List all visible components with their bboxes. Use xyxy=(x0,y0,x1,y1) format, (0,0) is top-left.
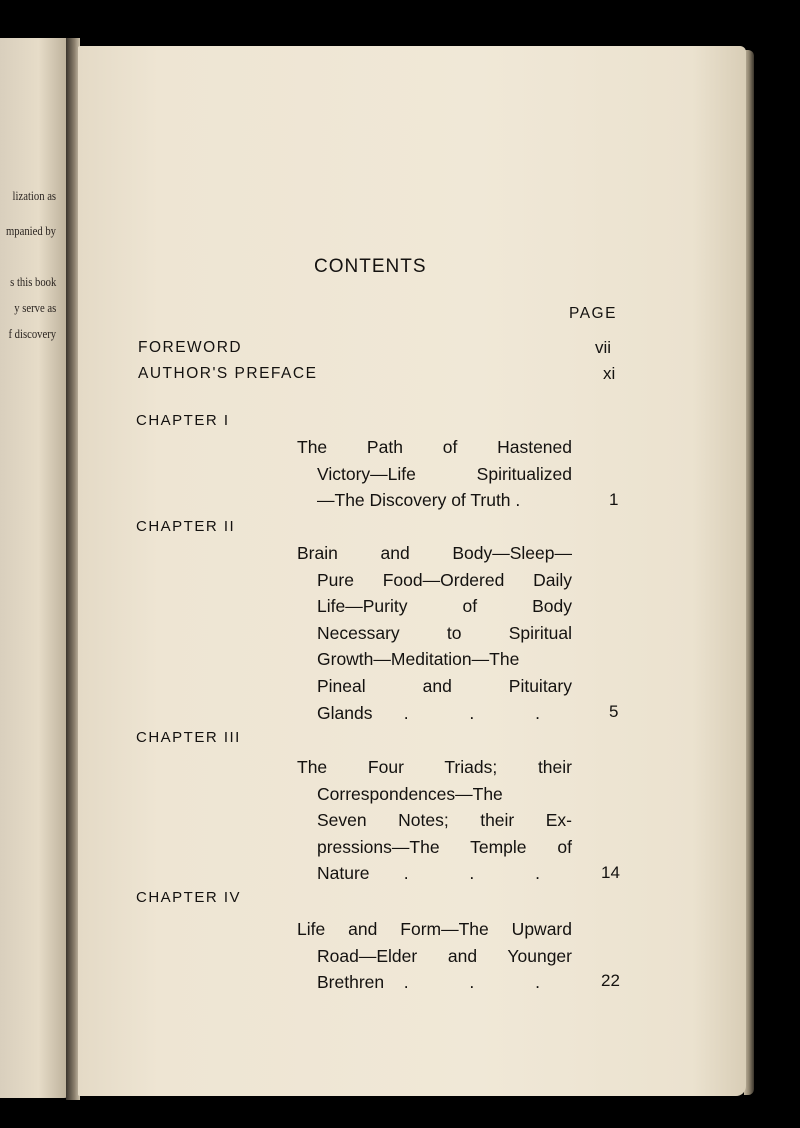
description-text: Glands xyxy=(317,702,373,723)
contents-title: CONTENTS xyxy=(314,256,427,277)
facing-page-text: f discovery xyxy=(8,326,56,341)
toc-label-foreword: FOREWORD xyxy=(138,339,243,356)
description-line: Life and Form—The Upward xyxy=(297,919,572,939)
chapter-page-number: 5 xyxy=(609,702,619,721)
description-line: pressions—The Temple of xyxy=(317,836,572,857)
description-line: Life—Purity of Body xyxy=(317,596,572,617)
dot-leader: . . . xyxy=(403,702,568,723)
description-text: Nature xyxy=(317,863,370,884)
chapter-page-number: 14 xyxy=(601,863,620,882)
contents-page xyxy=(78,46,746,1096)
description-line: Pure Food—Ordered Daily xyxy=(317,569,572,590)
facing-page-text: s this book xyxy=(9,274,56,289)
description-text: Brethren xyxy=(317,972,385,993)
description-line: Brain and Body—Sleep— xyxy=(297,543,572,563)
description-line: Necessary to Spiritual xyxy=(317,622,572,643)
description-line: Victory—Life Spiritualized xyxy=(317,463,572,484)
toc-label-preface: AUTHOR'S PREFACE xyxy=(138,365,318,382)
description-line: Pineal and Pituitary xyxy=(317,675,572,696)
description-line: —The Discovery of Truth . xyxy=(317,490,521,511)
description-line xyxy=(297,860,572,887)
page-column-header: PAGE xyxy=(569,305,617,322)
dot-leader: . . . xyxy=(403,972,568,993)
toc-page-preface: xi xyxy=(603,364,616,383)
facing-page xyxy=(0,38,70,1098)
description-line: Road—Elder and Younger xyxy=(317,945,572,966)
chapter-description xyxy=(297,540,572,726)
chapter-description xyxy=(297,754,572,887)
description-line: Growth—Meditation—The xyxy=(317,649,520,670)
chapter-page-number: 22 xyxy=(601,971,620,990)
chapter-label: CHAPTER IV xyxy=(136,889,242,906)
description-line: Correspondences—The xyxy=(317,783,503,804)
chapter-page-number: 1 xyxy=(609,490,619,509)
facing-page-text: y serve as xyxy=(13,300,56,315)
chapter-label: CHAPTER I xyxy=(136,412,230,429)
chapter-description xyxy=(297,916,572,996)
toc-page-foreword: vii xyxy=(595,338,612,357)
facing-page-text: mpanied by xyxy=(5,223,56,238)
chapter-label: CHAPTER II xyxy=(136,518,236,535)
description-line: Seven Notes; their Ex- xyxy=(317,810,572,831)
facing-page-text: lization as xyxy=(12,188,56,203)
description-line xyxy=(297,700,572,727)
description-line: The Path of Hastened xyxy=(297,437,572,457)
chapter-label: CHAPTER III xyxy=(136,729,241,746)
description-line xyxy=(297,969,572,996)
dot-leader: . . . xyxy=(403,863,568,884)
description-line: The Four Triads; their xyxy=(297,757,572,777)
chapter-description xyxy=(297,434,572,514)
